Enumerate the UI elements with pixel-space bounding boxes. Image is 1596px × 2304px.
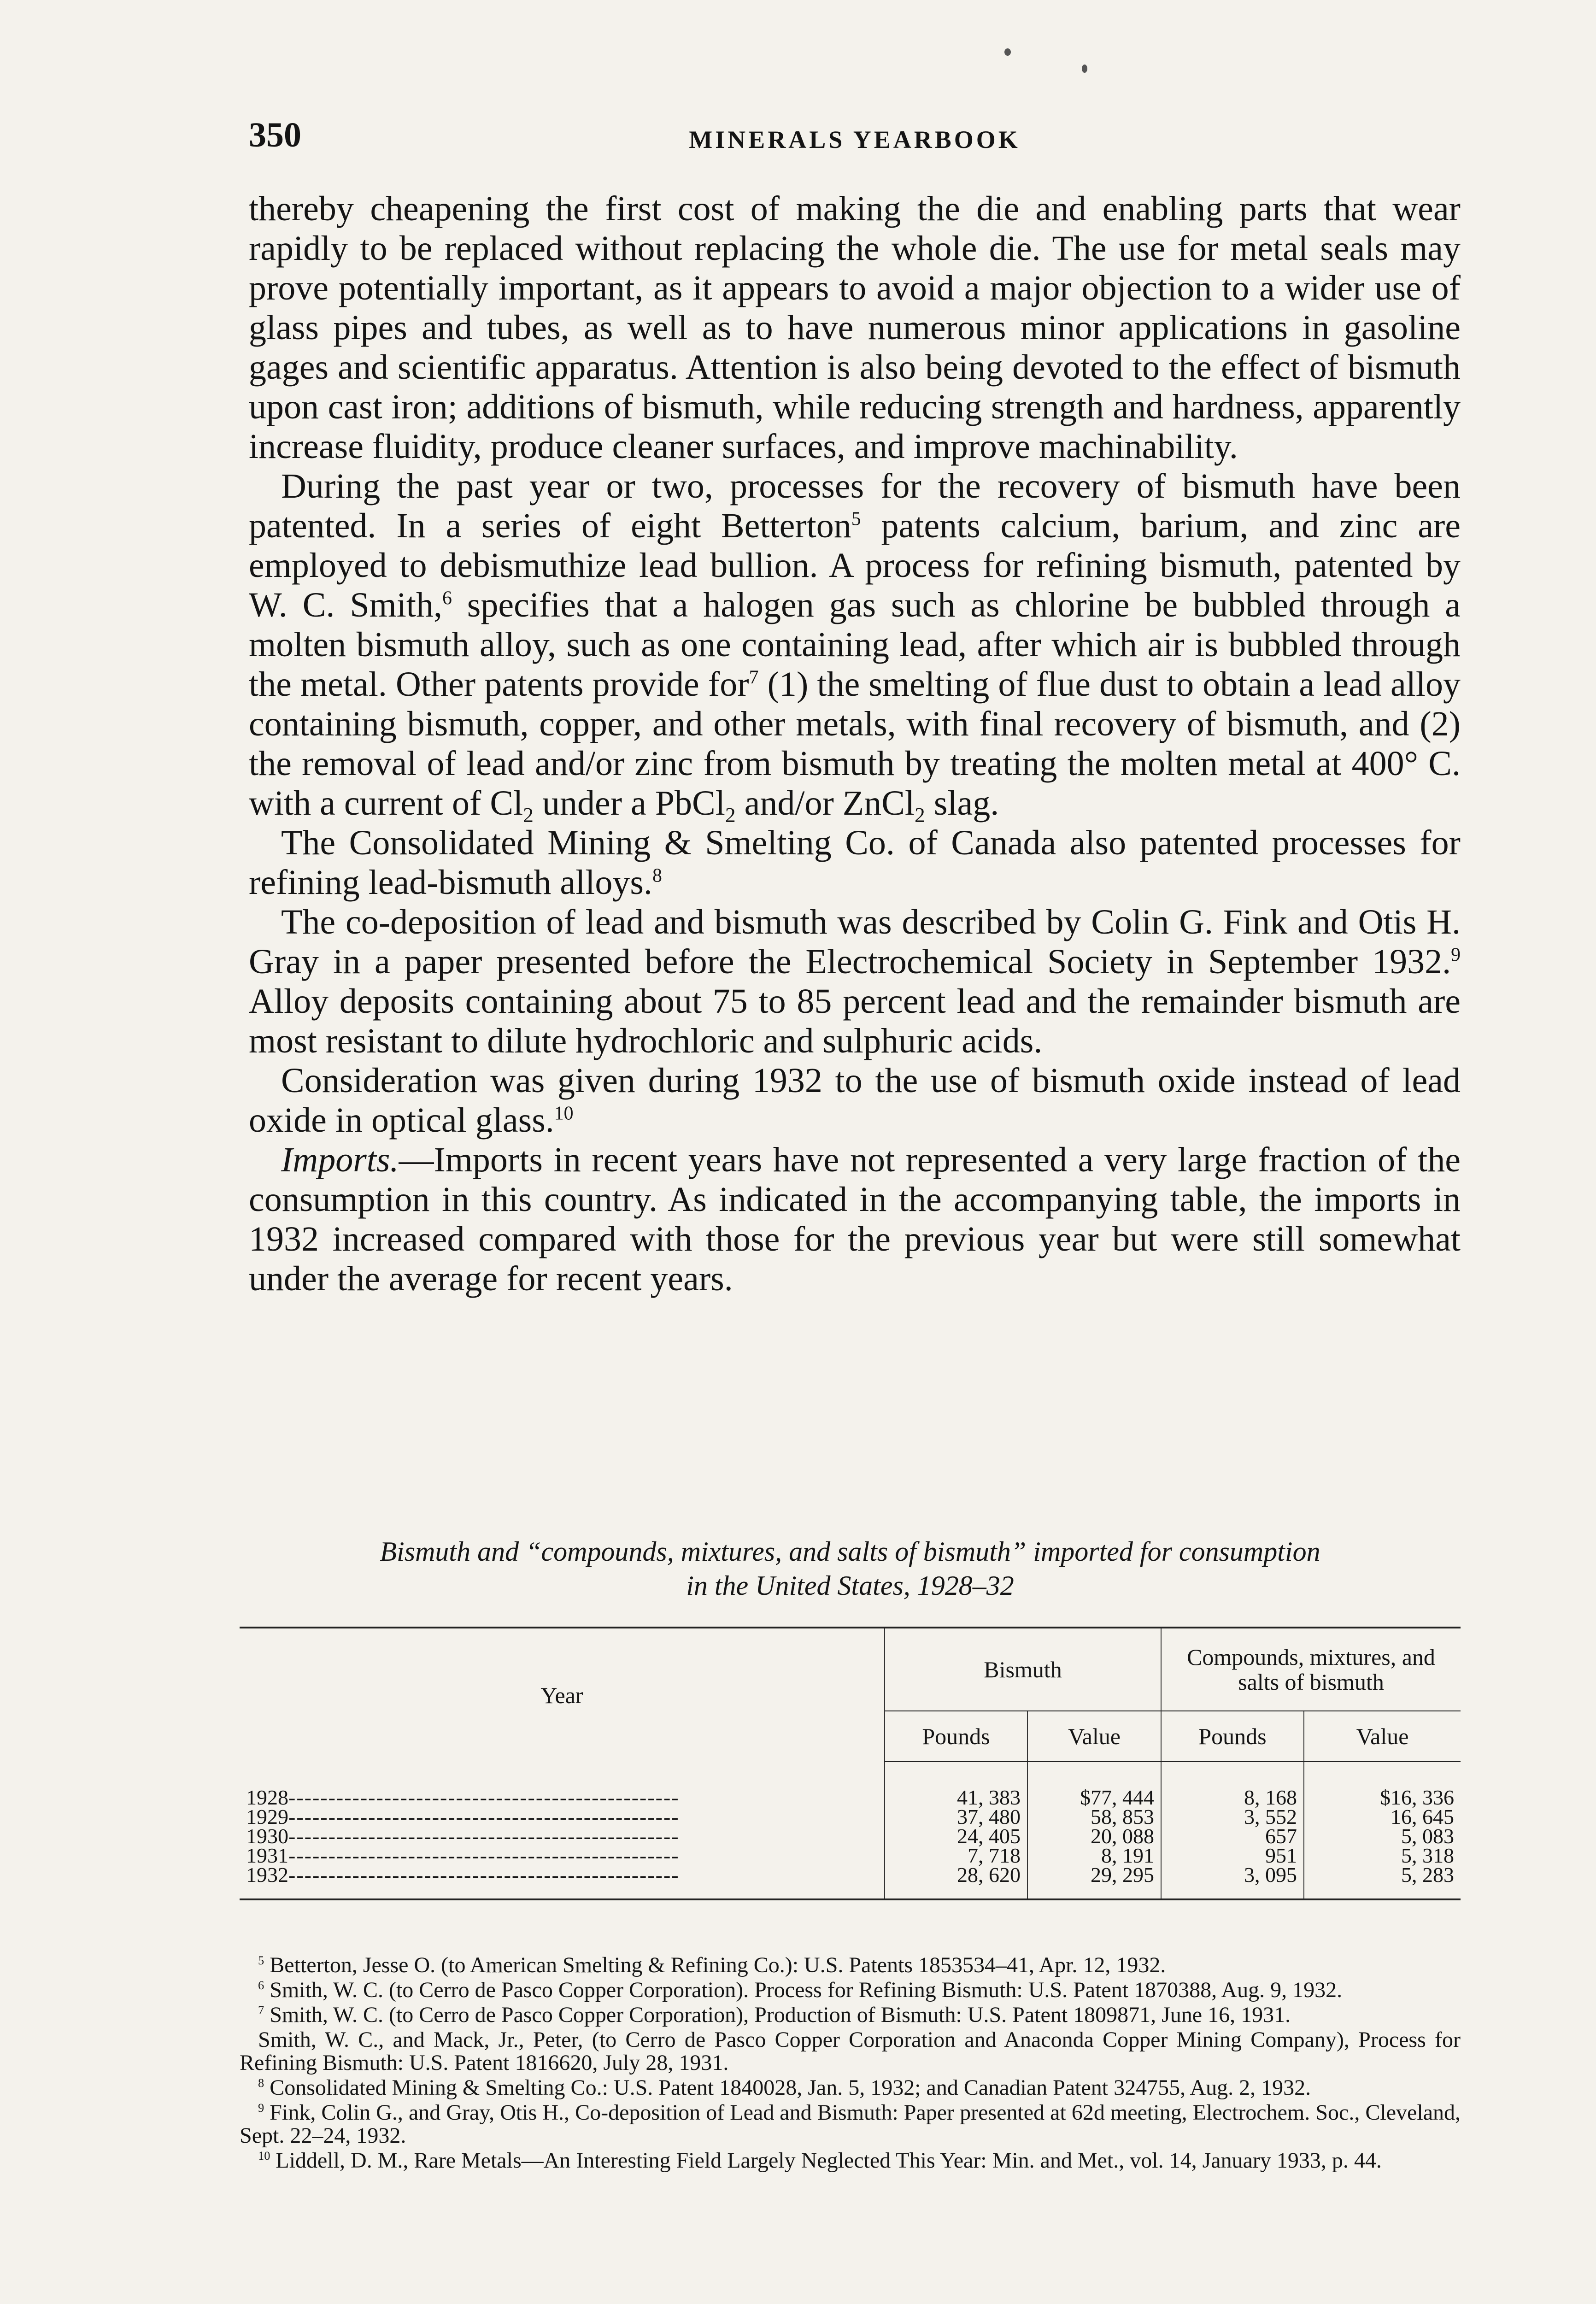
paragraph-text: The Consolidated Mining & Smelting Co. of Canada also patented processes for refining lead-bismuth alloys.	[249, 823, 1461, 902]
column-group-compounds: Compounds, mixtures, and salts of bismuth	[1161, 1628, 1461, 1711]
paragraph	[249, 189, 1461, 466]
footnote	[240, 1954, 1461, 1977]
dot-leader: -------------------------------------------------	[288, 1807, 680, 1827]
bismuth-value-cell: 8, 191	[1027, 1846, 1161, 1865]
dot-leader: -------------------------------------------------	[288, 1865, 680, 1887]
imports-table-wrapper	[240, 1627, 1461, 1900]
footnote-mark: 7	[258, 2003, 264, 2017]
body-text	[249, 189, 1461, 1299]
footnote	[240, 2076, 1461, 2099]
footnote	[240, 2028, 1461, 2075]
footnote-mark: 10	[258, 2149, 270, 2163]
paragraph	[249, 902, 1461, 1061]
paragraph-text: slag.	[925, 784, 999, 823]
footnote-text: Smith, W. C. (to Cerro de Pasco Copper Corporation). Process for Refining Bismuth: U.S. Patent 1870388, Aug. 9, 1932.	[270, 1978, 1343, 2002]
compounds-value-cell: 5, 283	[1304, 1865, 1461, 1899]
footnote	[240, 1979, 1461, 2002]
year-cell	[240, 1865, 885, 1899]
bismuth-value-cell: 29, 295	[1027, 1865, 1161, 1899]
footnote-mark: 8	[258, 2076, 264, 2090]
footnote-text: Smith, W. C., and Mack, Jr., Peter, (to Cerro de Pasco Copper Corporation and Anaconda Copper Mining Company), Process for Refining Bismuth: U.S. Patent 1816620, July 28, 1931.	[240, 2028, 1461, 2075]
dot-leader: -------------------------------------------------	[288, 1785, 680, 1807]
footnote-text: Liddell, D. M., Rare Metals—An Interesting Field Largely Neglected This Year: Min. and Met., vol. 14, January 1933, p. 44.	[276, 2148, 1382, 2173]
dot-leader: -------------------------------------------------	[288, 1827, 680, 1846]
compounds-pounds-cell: 3, 552	[1161, 1807, 1304, 1827]
page-number: 350	[249, 116, 301, 154]
footnote-text: Smith, W. C. (to Cerro de Pasco Copper Corporation), Production of Bismuth: U.S. Patent 1809871, June 16, 1931.	[270, 2003, 1291, 2027]
column-header-year: Year	[240, 1628, 885, 1762]
paragraph-text: under a PbCl	[533, 784, 725, 823]
dot-leader: -------------------------------------------------	[288, 1846, 680, 1865]
imports-table	[240, 1627, 1461, 1900]
paragraph	[249, 823, 1461, 902]
compounds-pounds-cell: 951	[1161, 1846, 1304, 1865]
compounds-value-cell: 5, 318	[1304, 1846, 1461, 1865]
footnote-ref[interactable]: 5	[851, 508, 861, 530]
bismuth-value-cell: $77, 444	[1027, 1762, 1161, 1807]
paragraph-text: patents calcium, barium, and zinc are employed to debismuthize lead bullion. A process for refining bismuth, patented by W. C. Smith,	[249, 506, 1461, 624]
footnote-mark: 6	[258, 1978, 264, 1992]
paragraph-text: Alloy deposits containing about 75 to 85 percent lead and the remainder bismuth are most resistant to dilute hydrochloric and sulphuric acids.	[249, 982, 1461, 1060]
year-label: 1929	[246, 1807, 288, 1827]
bismuth-pounds-cell: 24, 405	[885, 1827, 1027, 1846]
table-caption-line: in the United States, 1928–32	[686, 1570, 1014, 1601]
compounds-value-cell: 5, 083	[1304, 1827, 1461, 1846]
year-label: 1928	[246, 1785, 288, 1807]
paragraph	[249, 1061, 1461, 1140]
footnote-text: Consolidated Mining & Smelting Co.: U.S. Patent 1840028, Jan. 5, 1932; and Canadian Patent 324755, Aug. 2, 1932.	[270, 2075, 1311, 2100]
year-cell	[240, 1827, 885, 1846]
bismuth-pounds-cell: 28, 620	[885, 1865, 1027, 1899]
paragraph-text: During the past year or two, processes for the recovery of bismuth have been patented. In a series of eight Betterton	[249, 467, 1461, 545]
year-label: 1932	[246, 1865, 288, 1887]
footnotes	[240, 1954, 1461, 2174]
compounds-pounds-cell: 8, 168	[1161, 1762, 1304, 1807]
compounds-value-cell: 16, 645	[1304, 1807, 1461, 1827]
table-row	[240, 1807, 1461, 1827]
bismuth-pounds-cell: 37, 480	[885, 1807, 1027, 1827]
paragraph-text: —Imports in recent years have not represented a very large fraction of the consumption in this country. As indicated in the accompanying table, the imports in 1932 increased compared with those for the previous year but were still somewhat under the average for recent years.	[249, 1140, 1461, 1298]
column-header-bismuth-value: Value	[1027, 1711, 1161, 1762]
year-cell	[240, 1846, 885, 1865]
footnote-ref[interactable]: 7	[749, 667, 759, 688]
paragraph	[249, 1140, 1461, 1299]
table-row	[240, 1846, 1461, 1865]
footnote-text: Fink, Colin G., and Gray, Otis H., Co-deposition of Lead and Bismuth: Paper presented at 62d meeting, Electrochem. Soc., Cleveland, Sept. 22–24, 1932.	[240, 2100, 1461, 2148]
year-cell	[240, 1807, 885, 1827]
bismuth-pounds-cell: 41, 383	[885, 1762, 1027, 1807]
table-row	[240, 1762, 1461, 1807]
table-row	[240, 1865, 1461, 1899]
footnote-ref[interactable]: 9	[1451, 944, 1461, 966]
paragraph	[249, 466, 1461, 827]
compounds-value-cell: $16, 336	[1304, 1762, 1461, 1807]
scan-speck	[1082, 65, 1087, 73]
footnote	[240, 2004, 1461, 2027]
column-header-compounds-pounds: Pounds	[1161, 1711, 1304, 1762]
footnote-ref[interactable]: 8	[652, 865, 662, 887]
year-label: 1931	[246, 1846, 288, 1865]
footnote-text: Betterton, Jesse O. (to American Smelting & Refining Co.): U.S. Patents 1853534–41, Apr. 12, 1932.	[270, 1953, 1166, 1977]
footnote	[240, 2101, 1461, 2147]
section-label: Imports.	[281, 1140, 399, 1179]
bismuth-pounds-cell: 7, 718	[885, 1846, 1027, 1865]
scan-speck	[1004, 48, 1011, 56]
bismuth-value-cell: 58, 853	[1027, 1807, 1161, 1827]
paragraph-text: (1) the smelting of flue dust to obtain a lead alloy containing bismuth, copper, and other metals, with final recovery of bismuth, and (2) the removal of lead and/or zinc from bismuth by treating the molten metal at 400° C. with a current of Cl	[249, 665, 1461, 823]
column-group-bismuth: Bismuth	[885, 1628, 1161, 1711]
table-caption	[240, 1534, 1461, 1603]
paragraph-text: Consideration was given during 1932 to the use of bismuth oxide instead of lead oxide in optical glass.	[249, 1061, 1461, 1140]
running-head	[249, 115, 1461, 157]
paragraph-text: and/or ZnCl	[735, 784, 915, 823]
footnote	[240, 2149, 1461, 2172]
paragraph-text: thereby cheapening the first cost of making the die and enabling parts that wear rapidly to be replaced without replacing the whole die. The use for metal seals may prove potentially important, as it appears to avoid a major objection to a wider use of glass pipes and tubes, as well as to have numerous minor applications in gasoline gages and scientific apparatus. Attention is also being devoted to the effect of bismuth upon cast iron; additions of bismuth, while reducing strength and hardness, apparently increase fluidity, produce cleaner surfaces, and improve machinability.	[249, 189, 1461, 466]
paragraph-text: The co-deposition of lead and bismuth was described by Colin G. Fink and Otis H. Gray in a paper presented before the Electrochemical Society in September 1932.	[249, 903, 1461, 981]
subscript: 2	[725, 803, 736, 827]
page-header-title: MINERALS YEARBOOK	[689, 126, 1021, 153]
table-header-row	[240, 1628, 1461, 1711]
column-header-bismuth-pounds: Pounds	[885, 1711, 1027, 1762]
compounds-pounds-cell: 3, 095	[1161, 1865, 1304, 1899]
table-caption-line: Bismuth and “compounds, mixtures, and salts of bismuth” imported for consumption	[380, 1536, 1320, 1567]
compounds-pounds-cell: 657	[1161, 1827, 1304, 1846]
footnote-mark: 9	[258, 2101, 264, 2115]
year-cell	[240, 1762, 885, 1807]
table-row	[240, 1827, 1461, 1846]
year-label: 1930	[246, 1827, 288, 1846]
footnote-mark: 5	[258, 1953, 264, 1967]
subscript: 2	[523, 803, 534, 827]
footnote-ref[interactable]: 10	[554, 1103, 574, 1124]
column-header-compounds-value: Value	[1304, 1711, 1461, 1762]
bismuth-value-cell: 20, 088	[1027, 1827, 1161, 1846]
paragraph-text: specifies that a halogen gas such as chlorine be bubbled through a molten bismuth alloy, such as one containing lead, after which air is bubbled through the metal. Other patents provide for	[249, 586, 1461, 704]
subscript: 2	[915, 803, 925, 827]
footnote-ref[interactable]: 6	[442, 588, 452, 609]
